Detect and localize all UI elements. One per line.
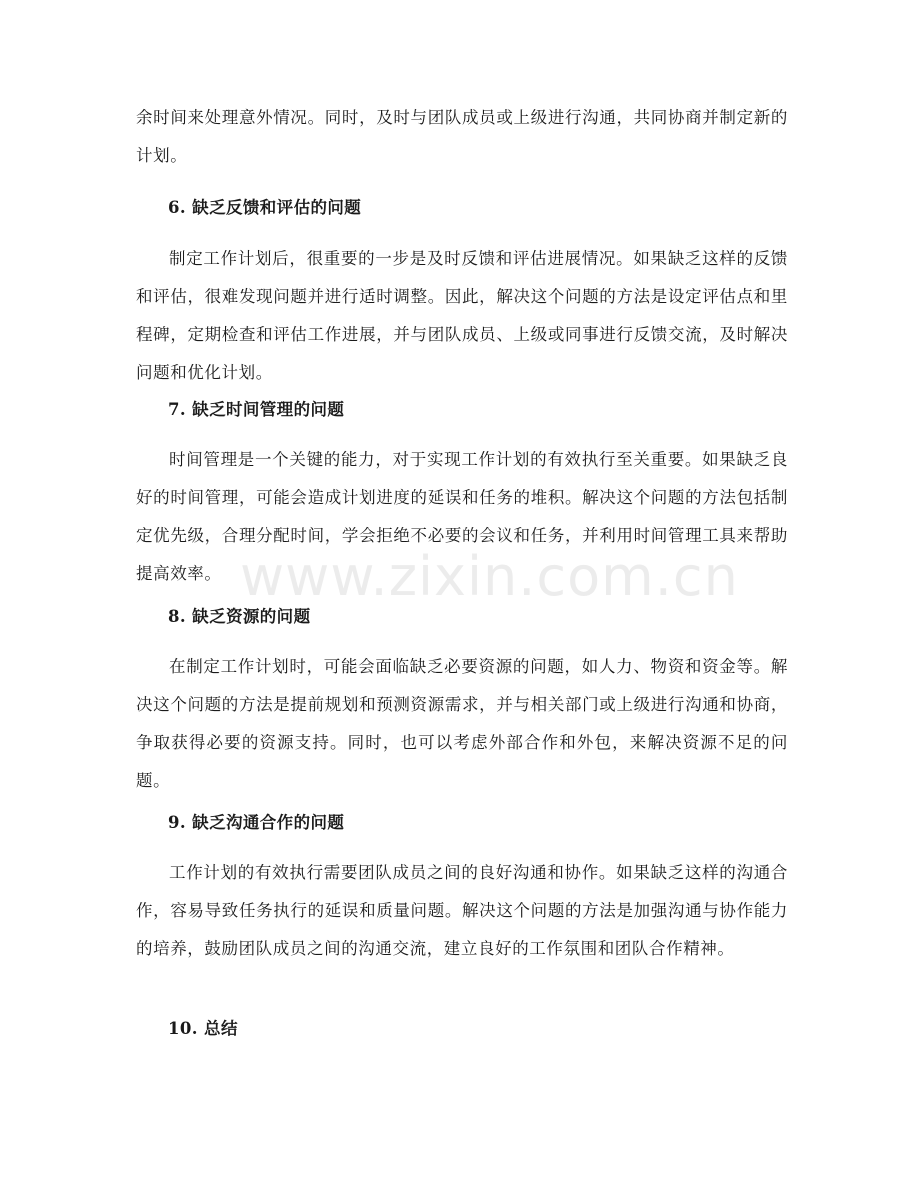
- section-7-heading: 7. 缺乏时间管理的问题: [168, 400, 345, 419]
- section-6-heading: 6. 缺乏反馈和评估的问题: [168, 198, 362, 217]
- section-6-body-block: [136, 240, 788, 392]
- watermark: www.zixin.com.cn: [240, 545, 739, 608]
- section-8-body: 在制定工作计划时，可能会面临缺乏必要资源的问题，如人力、物资和资金等。解决这个问题的方法是提前规划和预测资源需求，并与相关部门或上级进行沟通和协商，争取获得必要的资源支持。同时，也可以考虑外部合作和外包，来解决资源不足的问题。: [136, 657, 788, 790]
- section-8-heading: 8. 缺乏资源的问题: [168, 607, 311, 626]
- section-9-heading: 9. 缺乏沟通合作的问题: [168, 813, 345, 832]
- section-9-body: 工作计划的有效执行需要团队成员之间的良好沟通和协作。如果缺乏这样的沟通合作，容易导致任务执行的延误和质量问题。解决这个问题的方法是加强沟通与协作能力的培养，鼓励团队成员之间的沟通交流，建立良好的工作氛围和团队合作精神。: [136, 863, 788, 958]
- section-6-body: 制定工作计划后，很重要的一步是及时反馈和评估进展情况。如果缺乏这样的反馈和评估，很难发现问题并进行适时调整。因此，解决这个问题的方法是设定评估点和里程碑，定期检查和评估工作进展，并与团队成员、上级或同事进行反馈交流，及时解决问题和优化计划。: [136, 249, 788, 382]
- section-7-body: 时间管理是一个关键的能力，对于实现工作计划的有效执行至关重要。如果缺乏良好的时间管理，可能会造成计划进度的延误和任务的堆积。解决这个问题的方法包括制定优先级，合理分配时间，学会拒绝不必要的会议和任务，并利用时间管理工具来帮助提高效率。: [136, 450, 788, 583]
- continued-paragraph: 余时间来处理意外情况。同时，及时与团队成员或上级进行沟通，共同协商并制定新的计划。: [136, 108, 788, 165]
- continued-paragraph-block: [136, 99, 788, 175]
- section-8-body-block: [136, 648, 788, 800]
- section-10-heading: 10. 总结: [168, 1019, 238, 1038]
- section-9-body-block: [136, 854, 788, 968]
- section-7-body-block: [136, 441, 788, 593]
